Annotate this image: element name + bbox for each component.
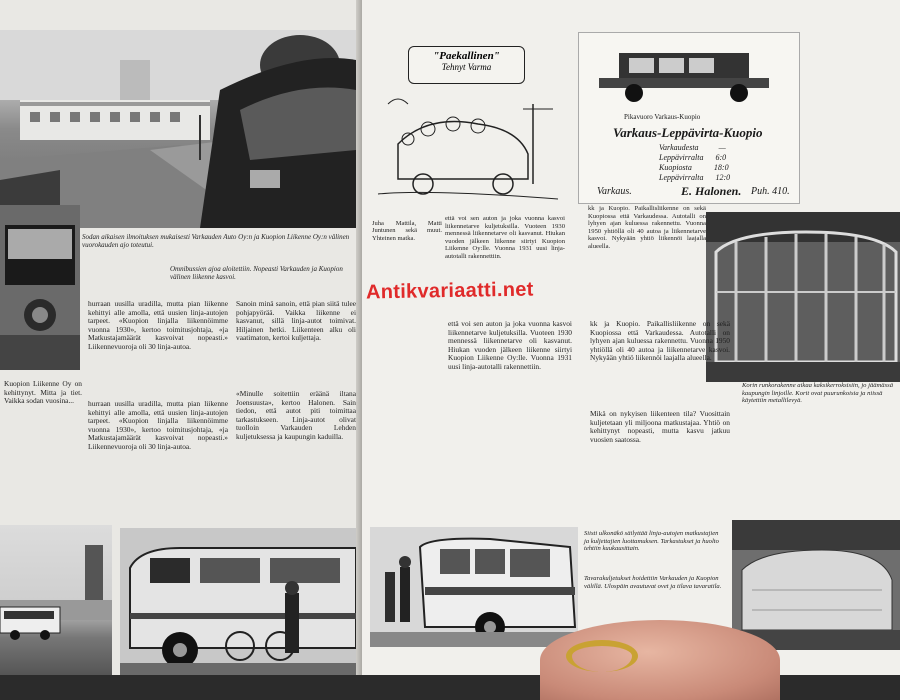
gold-ring — [566, 640, 638, 672]
photo-bus-passengers — [370, 527, 578, 647]
photo-town-buses — [0, 525, 112, 675]
text-column-right-1: kk ja Kuopio. Paikallisliikenne on sekä Kuopiossa että Varkaudessa. Autotalli on lyhyen ajan kuluessa rakennettu. Vuonna 1950 yhtiöllä oli 40 autoa ja liikennetarve kasvoi. Nykyään yhtiö liikennöi laajalla alueella. — [588, 205, 706, 250]
photo-bus-bicycles — [120, 528, 356, 675]
ad-footer-right: Puh. 410. — [751, 186, 790, 197]
photo-bus-passengers-image — [370, 527, 578, 647]
photo-bus-bicycles-image — [120, 528, 356, 675]
ad-stop-2 — [659, 153, 726, 162]
text-column-mid-1: että voi sen auton ja joka vuonna kasvoi liikennetarve kuljetuksilla. Vuoteen 1930 mennessä liikennetarve oli kasvanut. Hiukan vuoden jälkeen liikenne siirtyi Kuopion Liikenne Oy:lle. Vuonna 1931 uusi linja-autotalli rakennettiin. — [445, 215, 565, 260]
caption-bottom-right-2: Tavarakuljetukset hoidettiin Varkauden ja Kuopion välillä. Ulospäin avautuvat ovet ja tilava tavaratila. — [584, 575, 722, 590]
photo-covered-bus — [732, 520, 900, 650]
timetable-ad — [578, 32, 800, 204]
cartoon-title: "Paekallinen" — [433, 50, 500, 62]
ad-stop-4-price: 12:0 — [715, 173, 731, 182]
ad-stop-2-place: Leppävirralta — [659, 153, 704, 162]
vintage-car-illustration — [579, 33, 799, 113]
caption-bottom-right: Siisti ulkonäkö säilyttää linja-autojen matkustajien ja kuljettajien luottamuksen. Tarkastukset ja huolto tehtiin kuukausittain. — [584, 530, 719, 553]
text-column-right-2: että voi sen auton ja joka vuonna kasvoi liikennetarve kuljetuksilla. Vuoteen 1930 mennessä liikennetarve oli kasvanut. Hiukan vuoden jälkeen liikenne siirtyi Kuopion Liikenne Oy:lle. Vuonna 1931 uusi linja-autotalli rakennettiin. — [448, 319, 572, 371]
ad-stop-1-place: Varkaudesta — [659, 143, 699, 152]
ad-stop-2-price: 6:0 — [715, 153, 727, 162]
caption-top-left: Sodan aikaisen ilmoituksen mukaisesti Varkauden Auto Oy:n ja Kuopion Liikenne Oy:n välinen vuorokauden ajo toteutui. — [82, 233, 350, 250]
photo-town-buses-image — [0, 525, 112, 675]
text-column-left-3: hurraan uusilla uradilla, mutta pian liikenne kehittyi alle amolla, että uusien linja-autojen tarpeet. «Kuopion linjalla liikennöimme vuonna 1930», kertoo toimitusjohtaja, «ja Matkustajamäärät kasvoivat nopeasti.» Liikennevuoroja oli 30 linja-autoa. — [88, 399, 228, 451]
ad-stop-1 — [659, 143, 726, 152]
text-column-right-3: kk ja Kuopio. Paikallisliikenne on sekä Kuopiossa että Varkaudessa. Autotalli on lyhyen ajan kuluessa rakennettu. Vuonna 1950 yhtiöllä oli 40 autoa ja liikennetarve kasvoi. Nykyään yhtiö liikennöi laajalla alueella. — [590, 319, 730, 363]
ad-top-small: Pikavuoro Varkaus-Kuopio — [624, 113, 701, 121]
watermark: Antikvariaatti.net — [365, 278, 534, 304]
cartoon-panel — [368, 36, 568, 214]
photo-covered-bus-image — [732, 520, 900, 650]
ad-route-title: Varkaus-Leppävirta-Kuopio — [613, 125, 763, 140]
photo-car-road-image — [0, 30, 356, 228]
text-column-left-1: hurraan uusilla uradilla, mutta pian liikenne kehittyi alle amolla, että uusien linja-autojen tarpeet. «Kuopion linjalla liikennöimme vuonna 1930», kertoo toimitusjohtaja, «ja Matkustajamäärät kasvoivat nopeasti.» Liikennevuoroja oli 30 linja-autoa. — [88, 299, 228, 351]
caption-right-photo: Korin runkorakenne aikaa kaksikerroksisiin, jo jäämässä kaupungin linjoille. Korit ovat puurunkoisia ja niissä käytettiin metallilevyä. — [742, 382, 894, 405]
photo-bus-frame — [706, 212, 900, 382]
text-column-left-2: Kuopion Liikenne Oy on kehittynyt. Mitta ja tiet. Vaikka sodan vuosina... — [4, 379, 82, 406]
cartoon-drawing — [368, 84, 568, 214]
text-column-right-4: Mikä on nykyisen liikenteen tila? Vuosittain kuljetetaan yli miljoona matkustajaa. Yhtiö on kehittynyt nopeasti, mutta kasvu jatkuu vuosien saatossa. — [590, 409, 730, 444]
photo-bus-front — [0, 205, 80, 370]
ad-stop-3-place: Kuopiosta — [659, 163, 692, 172]
caption-cartoon: Juha Mattila, Matti Juntunen sekä muut. Yhteinen matka. — [372, 220, 442, 242]
ad-stop-3-price: 18:0 — [713, 163, 729, 172]
cartoon-title-box — [408, 46, 525, 84]
ad-stop-1-price: — — [718, 143, 726, 152]
cartoon-subtitle: Tehnyt Varma — [441, 62, 492, 72]
ad-stop-4 — [659, 173, 730, 182]
ad-stop-4-place: Leppävirralta — [659, 173, 704, 182]
ad-stop-3 — [659, 163, 729, 172]
ad-footer-left: Varkaus. — [597, 186, 632, 197]
photo-bus-front-image — [0, 205, 80, 370]
photo-bus-frame-image — [706, 212, 900, 382]
text-column-center-2: «Minulle soitettiin eräänä iltana Joensuusta», kertoo Halonen. Sain tiedon, että autot piti toimittaa tarkastukseen. Linja-autot olivat tuolloin Varkauden Lehden kuljetuksessa ja kaupungin kaduilla. — [236, 389, 356, 441]
caption-mid-left: Omnibussien ajoa aloitettiin. Nopeasti Varkauden ja Kuopion välinen liikenne kasvoi. — [170, 265, 343, 282]
ad-footer-mid: E. Halonen. — [681, 184, 742, 198]
text-column-center-1: Sanoin minä sanoin, että pian siitä tulee pohjapyörää. Vaikka liikenne ei kasvanut, sillä linja-autot toimivat. Hiljainen hetki. Liikenteen alku oli vaatimaton, kertoi kuljettaja. — [236, 299, 356, 343]
left-page — [0, 0, 372, 675]
photo-car-road — [0, 30, 356, 228]
